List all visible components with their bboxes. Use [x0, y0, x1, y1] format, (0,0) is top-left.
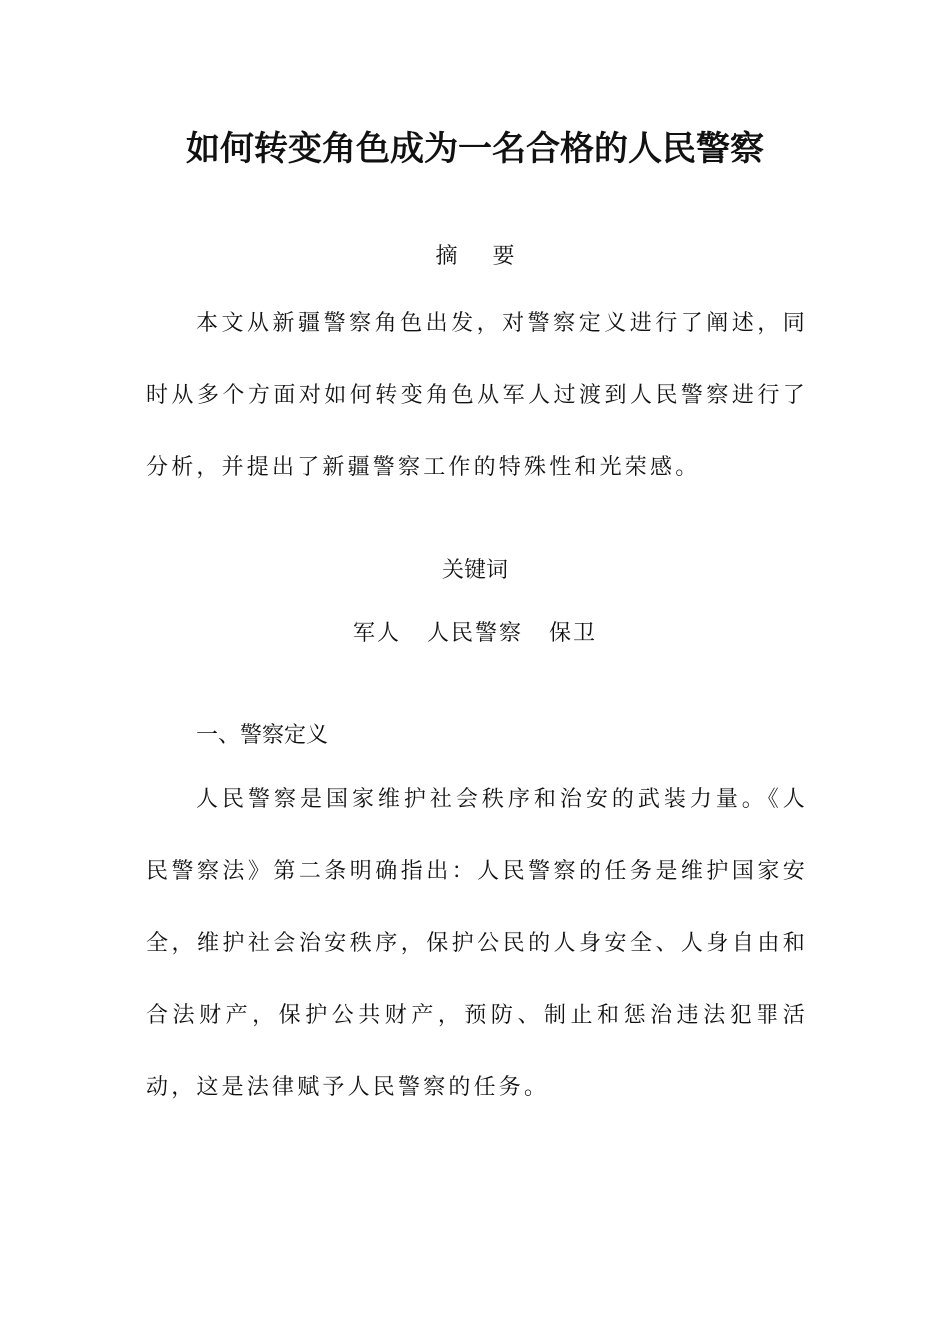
keywords-heading: 关键词: [441, 558, 508, 583]
section-paragraph: 人民警察是国家维护社会秩序和治安的武装力量。《人民警察法》第二条明确指出：人民警察的任务是维护国家安全，维护社会治安秩序，保护公民的人身安全、人身自由和合法财产，保护公共财产，预防、制止和惩治违法犯罪活动，这是法律赋予人民警察的任务。: [146, 787, 808, 1100]
keyword-item: 保卫: [549, 621, 598, 646]
document-title: 如何转变角色成为一名合格的人民警察: [186, 129, 764, 169]
keyword-item: 军人: [352, 621, 401, 646]
abstract-heading: 摘 要: [435, 244, 529, 269]
abstract-text: 本文从新疆警察角色出发，对警察定义进行了阐述，同时从多个方面对如何转变角色从军人过渡到人民警察进行了分析，并提出了新疆警察工作的特殊性和光荣感。: [146, 311, 808, 480]
keywords-list: [0, 618, 950, 650]
section-heading: 一、警察定义: [196, 723, 329, 748]
keyword-item: 人民警察: [426, 621, 523, 646]
